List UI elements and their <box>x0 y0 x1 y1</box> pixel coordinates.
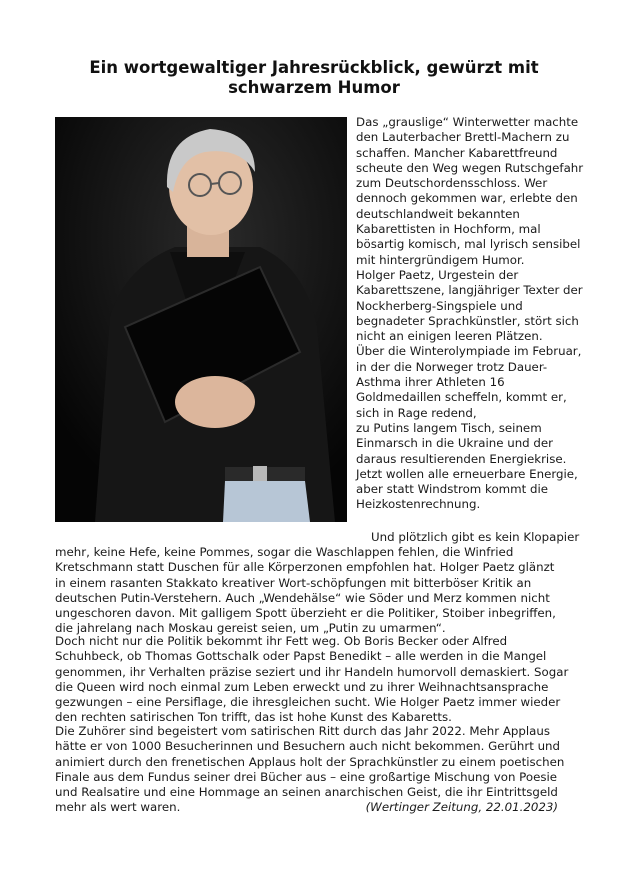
article-photo <box>55 117 347 522</box>
paragraph-line: deutschen Putin-Verstehern. Auch „Wendehälse“ wie Söder und Merz kommen nicht <box>55 590 550 605</box>
paragraph-line: ungeschoren davon. Mit galligem Spott überzieht er die Politiker, Stoiber inbegriffen, <box>55 606 556 621</box>
paragraph-line: genommen, ihr Verhalten präzise seziert und ihr Handeln humorvoll demaskiert. Sogar <box>55 664 569 679</box>
side-paragraph-4: zu Putins langem Tisch, seinem Einmarsch in die Ukraine und der daraus resultierenden Energiekrise. Jetzt wollen alle erneuerbare Energie, aber statt Windstrom kommt die Heizkostenrechnung. <box>356 420 578 512</box>
paragraph-line: die jahrelang nach Moskau gereist seien, um „Putin zu umarmen“. <box>55 621 446 636</box>
performer-illustration <box>55 117 347 522</box>
headline-line-1: Ein wortgewaltiger Jahresrückblick, gewürzt mit <box>89 58 539 77</box>
source-citation: (Wertinger Zeitung, 22.01.2023) <box>365 800 558 814</box>
paragraph-2 <box>55 545 556 637</box>
paragraph-line: mehr als wert waren. <box>55 800 181 815</box>
side-paragraph-3: Über die Winterolympiade im Februar, in der die Norweger trotz Dauer-Asthma ihrer Athleten 16 Goldmedaillen scheffeln, kommt er, sich in Rage redend, <box>356 344 582 420</box>
article-headline <box>40 58 588 97</box>
headline-line-2: schwarzem Humor <box>228 77 400 97</box>
side-column-text <box>356 115 588 513</box>
paragraph-3 <box>55 634 568 726</box>
paragraph-line: die Queen wird noch einmal zum Leben erweckt und zu ihrer Weihnachtsansprache <box>55 679 549 694</box>
paragraph-line: mehr, keine Hefe, keine Pommes, sogar die Waschlappen fehlen, die Winfried <box>55 545 514 559</box>
paragraph-line: animiert durch den frenetischen Applaus holt der Sprachkünstler zu einem poetischen <box>55 754 565 769</box>
paragraph-line: in einem rasanten Stakkato kreativer Wort-schöpfungen mit bitterböser Kritik an <box>55 575 532 590</box>
paragraph-line: gezwungen – eine Persiflage, die ihresgleichen sucht. Wie Holger Paetz immer wieder <box>55 695 561 710</box>
paragraph-line: Die Zuhörer sind begeistert vom satirischen Ritt durch das Jahr 2022. Mehr Applaus <box>55 724 551 738</box>
paragraph-line: den rechten satirischen Ton trifft, das ist hohe Kunst des Kabaretts. <box>55 710 452 725</box>
side-paragraph-2: Holger Paetz, Urgestein der Kabarettszene, langjähriger Texter der Nockherberg-Singspiele und begnadeter Sprachkünstler, stört sich nicht an einigen leeren Plätzen. <box>356 267 583 344</box>
paragraph-line: hätte er von 1000 Besucherinnen und Besuchern auch nicht bekommen. Gerührt und <box>55 739 561 754</box>
side-paragraph-1: Das „grauslige“ Winterwetter machte den Lauterbacher Brettl-Machern zu schaffen. Mancher Kabarettfreund scheute den Weg wegen Rutschgefahr zum Deutschordensschloss. Wer dennoch gekommen war, erlebte den deutschlandweit bekannten Kabarettisten in Hochform, mal bösartig komisch, mal lyrisch sensibel mit hintergründigem Humor. <box>356 115 584 267</box>
paragraph-line: und Realsatire und eine Hommage an seinen anarchischen Geist, die ihr Eintrittsgeld <box>55 785 558 800</box>
paragraph-2-start: Und plötzlich gibt es kein Klopapier <box>371 530 580 544</box>
paragraph-line: Finale aus dem Fundus seiner drei Bücher aus – eine großartige Mischung von Poesie <box>55 769 558 784</box>
paragraph-line: Kretschmann statt Duschen für alle Körperzonen empfohlen hat. Holger Paetz glänzt <box>55 560 555 575</box>
paragraph-line: Schuhbeck, ob Thomas Gottschalk oder Papst Benedikt – alle werden in die Mangel <box>55 649 547 664</box>
paragraph-line: Doch nicht nur die Politik bekommt ihr Fett weg. Ob Boris Becker oder Alfred <box>55 634 508 648</box>
